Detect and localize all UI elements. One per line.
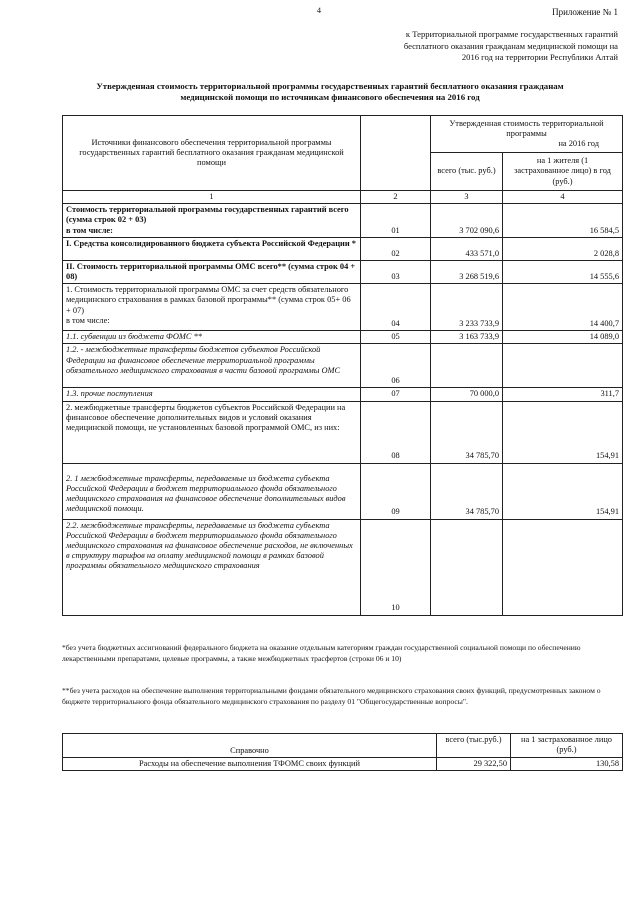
header-code-blank: [361, 116, 431, 191]
row-code: 01: [361, 204, 431, 238]
row-total: 3 163 733,9: [431, 331, 503, 344]
row-total: 3 702 090,6: [431, 204, 503, 238]
row-per-person: 14 400,7: [503, 284, 623, 331]
row-total: 34 785,70: [431, 401, 503, 463]
table-row: [63, 344, 623, 388]
table-row: [63, 204, 623, 238]
row-total: 3 268 519,6: [431, 260, 503, 283]
table-row: [63, 331, 623, 344]
title-line: медицинской помощи по источникам финансового обеспечения на 2016 год: [180, 92, 480, 102]
row-per-person: 2 028,8: [503, 237, 623, 260]
row-name: [63, 204, 361, 238]
row-code: 03: [361, 260, 431, 283]
row-code: 02: [361, 237, 431, 260]
col-number: 3: [431, 191, 503, 204]
col-number: 4: [503, 191, 623, 204]
subtitle-line: бесплатного оказания гражданам медицинской помощи на: [403, 40, 618, 51]
row-sub-text: в том числе:: [66, 315, 110, 325]
subtitle-line: к Территориальной программе государственных гарантий: [405, 29, 618, 39]
reference-row-name: Расходы на обеспечение выполнения ТФОМС своих функций: [63, 758, 437, 771]
document-title: [80, 81, 580, 103]
table-row: [63, 284, 623, 331]
footnote-2: **без учета расходов на обеспечение выполнения территориальными фондами обязательного медицинского страхования своих функций, предусмотренных законом о бюджете территориального фонда обязательного медицинского страхования по разделу 01 "Общегосударственные вопросы".: [62, 686, 601, 706]
row-per-person: 154,91: [503, 401, 623, 463]
row-name: 1.2. - межбюджетные трансферты бюджетов субъектов Российской Федерации на финансовое обеспечение территориальной программы обязательного медицинского страхования в части базовой программы ОМС: [63, 344, 361, 388]
row-name: 2. 1 межбюджетные трансферты, передаваемые из бюджета субъекта Российской Федерации в бюджет территориального фонда обязательного медицинского страхования на финансовое обеспечение дополнительных видов медицинской помощи.: [63, 463, 361, 519]
row-name: II. Стоимость территориальной программы ОМС всего** (сумма строк 04 + 08): [63, 260, 361, 283]
page-number: 4: [317, 6, 321, 15]
row-per-person: [503, 344, 623, 388]
row-name: 1.1. субвенции из бюджета ФОМС **: [63, 331, 361, 344]
footnote-1: *без учета бюджетных ассигнований федерального бюджета на оказание отдельным категориям граждан государственной социальной помощи по обеспечению лекарственными препаратами, целевые программы, а также межбюджетных трасфертов (строки 06 и 10): [62, 643, 581, 663]
table-row: [63, 388, 623, 401]
row-code: 06: [361, 344, 431, 388]
row-code: 05: [361, 331, 431, 344]
row-name: 1.3. прочие поступления: [63, 388, 361, 401]
row-per-person: [503, 519, 623, 615]
row-name: 2. межбюджетные трансферты бюджетов субъектов Российской Федерации на финансовое обеспечение дополнительных видов и условий оказания медицинской помощи, не установленных базовой программой ОМС, из них:: [63, 401, 361, 463]
title-line: Утвержденная стоимость территориальной программы государственных гарантий бесплатного оказания гражданам: [96, 81, 564, 91]
row-total: 433 571,0: [431, 237, 503, 260]
table-row: [63, 463, 623, 519]
row-code: 10: [361, 519, 431, 615]
row-name-text: 1. Стоимость территориальной программы ОМС за счет средств обязательного медицинского страхования в рамках базовой программы** (сумма строк 05+ 06 + 07): [66, 285, 351, 315]
row-per-person: 16 584,5: [503, 204, 623, 238]
row-name: [63, 284, 361, 331]
table-row: [63, 401, 623, 463]
row-total: [431, 344, 503, 388]
table-row: [63, 519, 623, 615]
reference-label: Справочно: [63, 734, 437, 758]
appendix-label: Приложение № 1: [552, 7, 618, 17]
reference-row-per: 130,58: [511, 758, 623, 771]
reference-per-header: на 1 застрахованное лицо (руб.): [511, 734, 623, 758]
row-total: 3 233 733,9: [431, 284, 503, 331]
table-row: [63, 260, 623, 283]
header-per-person: на 1 жителя (1 застрахованное лицо) в год (руб.): [503, 153, 623, 191]
col-number: 1: [63, 191, 361, 204]
table-row: [63, 237, 623, 260]
row-name-text: Стоимость территориальной программы государственных гарантий всего (сумма строк 02 + 03): [66, 205, 349, 225]
appendix-subtitle: [368, 29, 618, 64]
row-sub-text: в том числе:: [66, 225, 113, 235]
header-year: на 2016 год: [558, 139, 600, 149]
row-total: 70 000,0: [431, 388, 503, 401]
cost-table: [62, 115, 623, 616]
table-row: [63, 758, 623, 771]
row-code: 07: [361, 388, 431, 401]
reference-table: [62, 733, 623, 771]
row-code: 08: [361, 401, 431, 463]
header-total: всего (тыс. руб.): [431, 153, 503, 191]
row-per-person: 311,7: [503, 388, 623, 401]
row-name: I. Средства консолидированного бюджета субъекта Российской Федерации *: [63, 237, 361, 260]
row-total: 34 785,70: [431, 463, 503, 519]
row-per-person: 14 555,6: [503, 260, 623, 283]
row-total: [431, 519, 503, 615]
row-code: 04: [361, 284, 431, 331]
header-approved-text: Утвержденная стоимость территориальной программы: [449, 118, 604, 138]
col-number: 2: [361, 191, 431, 204]
row-per-person: 14 089,0: [503, 331, 623, 344]
row-name: 2.2. межбюджетные трансферты, передаваемые из бюджета субъекта Российской Федерации в бюджет территориального фонда обязательного медицинского страхования на финансовое обеспечение расходов, не включенных в структуру тарифов на оплату медицинской помощи в рамках базовой программы обязательного медицинского страхования: [63, 519, 361, 615]
header-approved: [431, 116, 623, 153]
header-source: Источники финансового обеспечения территориальной программы государственных гарантий бесплатного оказания гражданам медицинской помощи: [63, 116, 361, 191]
row-code: 09: [361, 463, 431, 519]
reference-row-total: 29 322,50: [437, 758, 511, 771]
reference-total-header: всего (тыс.руб.): [437, 734, 511, 758]
subtitle-line: 2016 год на территории Республики Алтай: [461, 52, 618, 62]
row-per-person: 154,91: [503, 463, 623, 519]
